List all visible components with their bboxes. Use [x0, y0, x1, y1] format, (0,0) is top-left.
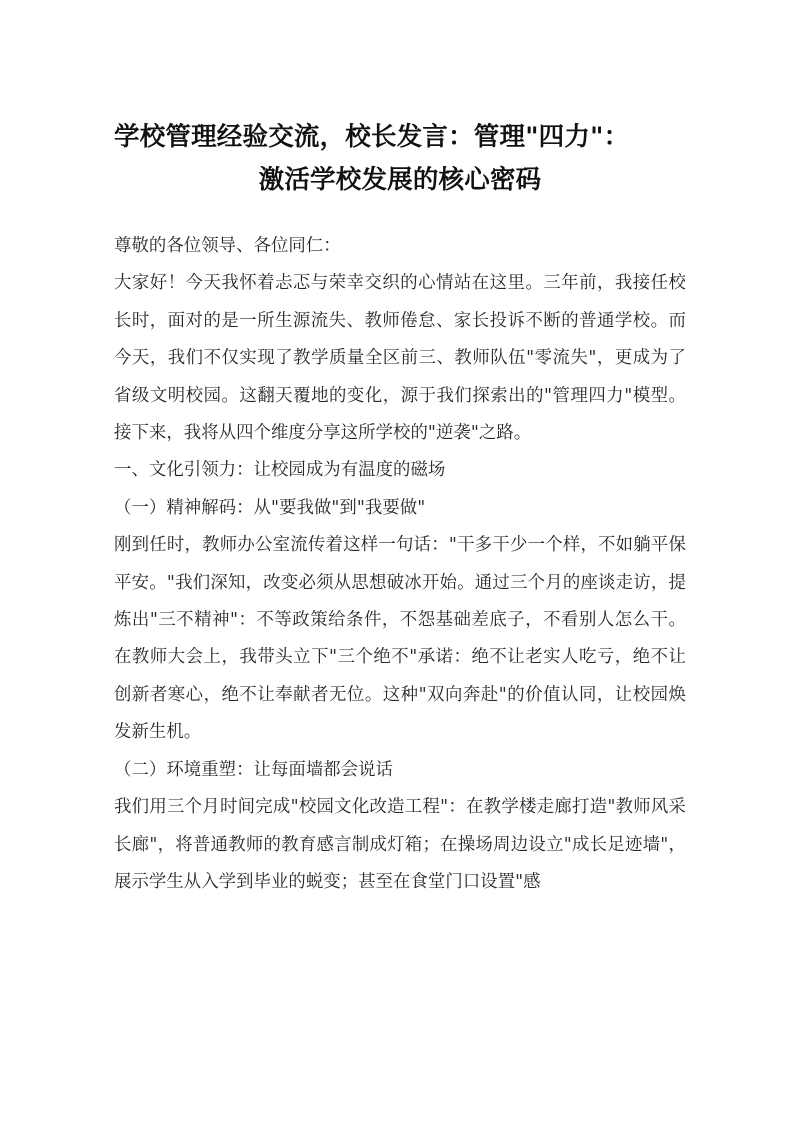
document-body — [114, 228, 686, 901]
paragraph-section-1-1-body: 刚到任时，教师办公室流传着这样一句话："干多干少一个样，不如躺平保平安。"我们深知，改变必须从思想破冰开始。通过三个月的座谈走访，提炼出"三不精神"：不等政策给条件，不怨基础差底子，不看别人怎么干。在教师大会上，我带头立下"三个绝不"承诺：绝不让老实人吃亏，绝不让创新者寒心，绝不让奉献者无位。这种"双向奔赴"的价值认同，让校园焕发新生机。 — [114, 535, 686, 743]
paragraph-salutation: 尊敬的各位领导、各位同仁： — [114, 236, 341, 256]
heading-section-1: 一、文化引领力：让校园成为有温度的磁场 — [114, 460, 446, 481]
heading-section-1-1: （一）精神解码：从"要我做"到"我要做" — [114, 497, 426, 518]
heading-section-1-2: （二）环境重塑：让每面墙都会说话 — [114, 759, 394, 780]
paragraph-opening: 大家好！今天我怀着忐忑与荣幸交织的心情站在这里。三年前，我接任校长时，面对的是一所生源流失、教师倦怠、家长投诉不断的普通学校。而今天，我们不仅实现了教学质量全区前三、教师队伍"零流失"，更成为了省级文明校园。这翻天覆地的变化，源于我们探索出的"管理四力"模型。接下来，我将从四个维度分享这所学校的"逆袭"之路。 — [114, 273, 686, 444]
page-title — [114, 0, 686, 202]
page-title-line-2: 激活学校发展的核心密码 — [258, 165, 542, 195]
page-title-line-1: 学校管理经验交流，校长发言：管理"四力"： — [114, 122, 630, 152]
document-content — [114, 0, 686, 901]
paragraph-section-1-2-body: 我们用三个月时间完成"校园文化改造工程"：在教学楼走廊打造"教师风采长廊"，将普通教师的教育感言制成灯箱；在操场周边设立"成长足迹墙"，展示学生从入学到毕业的蜕变；甚至在食堂门口设置"感 — [114, 797, 686, 892]
